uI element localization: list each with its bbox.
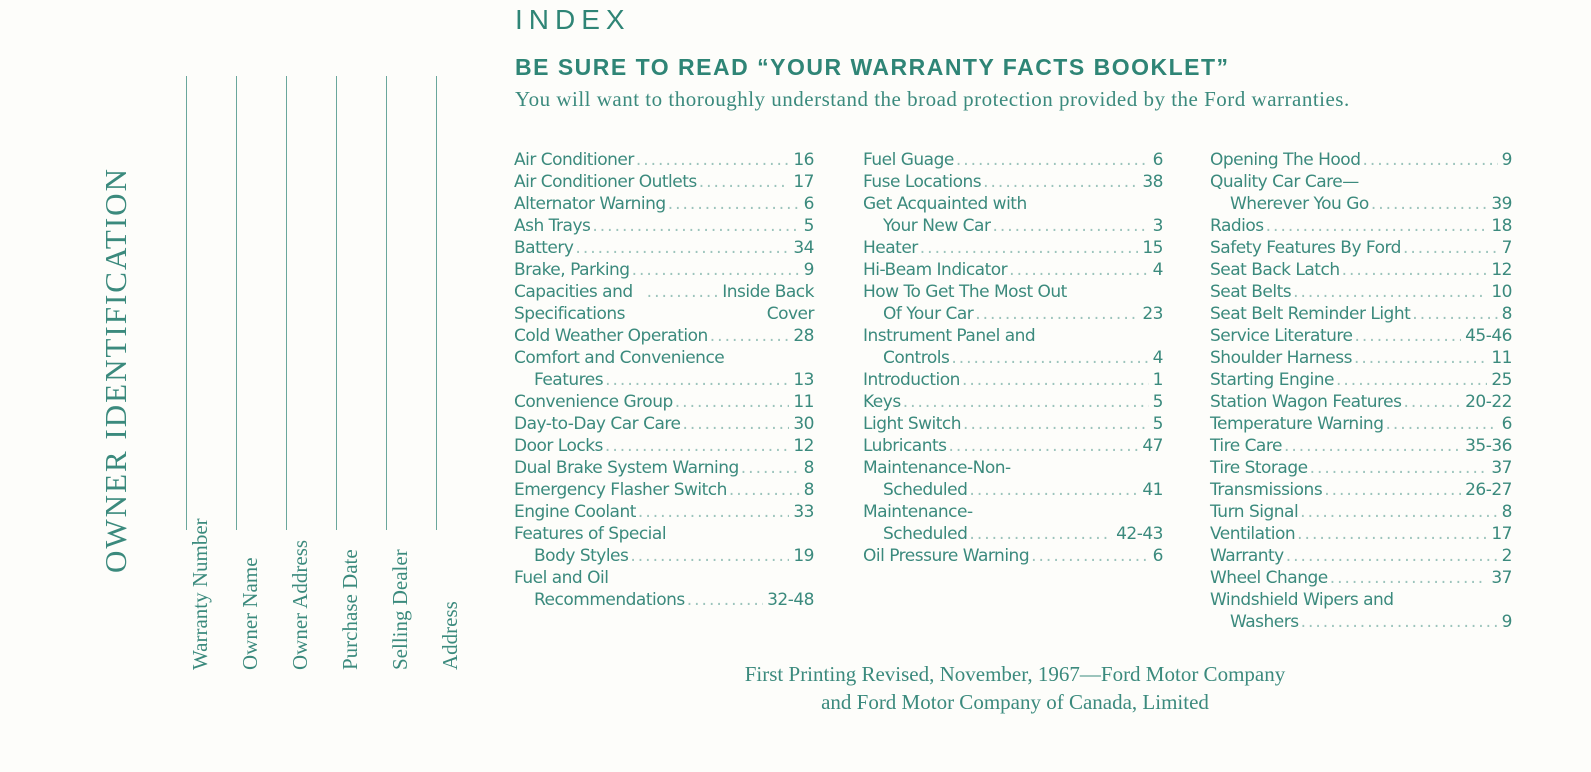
entry-heading: Windshield Wipers and bbox=[1210, 590, 1394, 610]
leader-dots bbox=[630, 545, 789, 567]
index-entry bbox=[863, 303, 1163, 325]
selling-dealer-label: Selling Dealer bbox=[388, 549, 412, 670]
leader-dots bbox=[951, 347, 1148, 369]
owner-address-field[interactable] bbox=[272, 70, 320, 670]
entry-name: Keys bbox=[863, 392, 901, 412]
leader-dots bbox=[1286, 545, 1498, 567]
index-entry bbox=[514, 215, 814, 237]
index-column-3 bbox=[1210, 149, 1512, 633]
entry-page: 28 bbox=[793, 326, 814, 346]
index-entry bbox=[1210, 369, 1512, 391]
leader-dots bbox=[668, 193, 800, 215]
index-entry bbox=[1210, 413, 1512, 435]
leader-dots bbox=[632, 259, 800, 281]
owner-name-field[interactable] bbox=[222, 70, 270, 670]
index-entry bbox=[514, 259, 814, 281]
index-entry bbox=[514, 413, 814, 435]
index-entry bbox=[1210, 501, 1512, 523]
owner-identification-title: OWNER IDENTIFICATION bbox=[98, 167, 133, 573]
owner-identification-panel bbox=[0, 0, 470, 772]
entry-heading: Maintenance-Non- bbox=[863, 458, 1011, 478]
entry-name: Fuse Locations bbox=[863, 172, 982, 192]
entry-heading: Features of Special bbox=[514, 524, 667, 544]
index-entry bbox=[1210, 303, 1512, 325]
leader-dots bbox=[992, 215, 1148, 237]
index-entry bbox=[514, 391, 814, 413]
purchase-date-label: Purchase Date bbox=[338, 549, 362, 670]
owner-name-label: Owner Name bbox=[238, 557, 262, 670]
leader-dots bbox=[1330, 567, 1488, 589]
entry-name: Body Styles bbox=[534, 546, 629, 566]
index-entry bbox=[863, 479, 1163, 501]
entry-page: Inside Back bbox=[722, 282, 814, 302]
entry-name: Safety Features By Ford bbox=[1210, 238, 1401, 258]
entry-name: Engine Coolant bbox=[514, 502, 636, 522]
index-entry bbox=[1210, 325, 1512, 347]
entry-page: 6 bbox=[1501, 414, 1512, 434]
entry-page: 17 bbox=[1491, 524, 1512, 544]
entry-page: 34 bbox=[793, 238, 814, 258]
writing-line bbox=[286, 76, 287, 530]
index-entry bbox=[1210, 457, 1512, 479]
warranty-number-field[interactable] bbox=[172, 70, 220, 670]
entry-page: 12 bbox=[793, 436, 814, 456]
entry-name: Lubricants bbox=[863, 436, 947, 456]
entry-name: Features bbox=[534, 370, 604, 390]
entry-page: 2 bbox=[1501, 546, 1512, 566]
leader-dots bbox=[1371, 193, 1488, 215]
leader-dots bbox=[636, 149, 790, 171]
index-entry bbox=[1210, 391, 1512, 413]
index-entry bbox=[514, 369, 814, 391]
leader-dots bbox=[962, 369, 1149, 391]
entry-page: 5 bbox=[803, 216, 814, 236]
entry-name: Light Switch bbox=[863, 414, 962, 434]
entry-page: 8 bbox=[803, 480, 814, 500]
index-entry bbox=[1210, 567, 1512, 589]
entry-name: Starting Engine bbox=[1210, 370, 1334, 390]
index-entry bbox=[1210, 347, 1512, 369]
entry-name: Scheduled bbox=[883, 480, 968, 500]
leader-dots bbox=[963, 413, 1149, 435]
entry-name: Your New Car bbox=[883, 216, 991, 236]
entry-name: Wherever You Go bbox=[1230, 194, 1369, 214]
entry-page: 7 bbox=[1501, 238, 1512, 258]
index-entry bbox=[514, 479, 814, 501]
entry-name: Day-to-Day Car Care bbox=[514, 414, 681, 434]
entry-heading: Maintenance- bbox=[863, 502, 973, 522]
entry-page: 11 bbox=[1491, 348, 1512, 368]
entry-page: 9 bbox=[803, 260, 814, 280]
leader-dots bbox=[592, 215, 799, 237]
entry-name: Cold Weather Operation bbox=[514, 326, 708, 346]
entry-page: 11 bbox=[793, 392, 814, 412]
leader-dots bbox=[682, 413, 789, 435]
leader-dots bbox=[575, 237, 789, 259]
entry-page: 30 bbox=[793, 414, 814, 434]
entry-page: 4 bbox=[1152, 348, 1163, 368]
index-entry bbox=[863, 149, 1163, 171]
entry-name: Temperature Warning bbox=[1210, 414, 1384, 434]
leader-dots bbox=[710, 325, 790, 347]
leader-dots bbox=[1385, 413, 1497, 435]
entry-page: Cover bbox=[766, 304, 814, 324]
leader-dots bbox=[1403, 237, 1498, 259]
writing-line bbox=[186, 76, 187, 530]
writing-line bbox=[236, 76, 237, 530]
entry-name: Capacities and bbox=[514, 282, 633, 302]
leader-dots bbox=[969, 523, 1112, 545]
index-entry bbox=[863, 347, 1163, 369]
entry-page: 8 bbox=[803, 458, 814, 478]
leader-dots bbox=[605, 435, 789, 457]
leader-dots bbox=[1324, 479, 1461, 501]
leader-dots bbox=[1266, 215, 1488, 237]
leader-dots bbox=[1354, 347, 1487, 369]
leader-dots bbox=[1031, 545, 1149, 567]
entry-page: 37 bbox=[1491, 568, 1512, 588]
leader-dots bbox=[956, 149, 1149, 171]
leader-dots bbox=[1412, 303, 1497, 325]
entry-name: Dual Brake System Warning bbox=[514, 458, 739, 478]
entry-name: Radios bbox=[1210, 216, 1264, 236]
index-entry bbox=[514, 171, 814, 193]
entry-name: Ventilation bbox=[1210, 524, 1296, 544]
entry-page: 18 bbox=[1491, 216, 1512, 236]
entry-name: Battery bbox=[514, 238, 574, 258]
leader-dots bbox=[1293, 281, 1487, 303]
leader-dots bbox=[729, 479, 800, 501]
entry-heading: Fuel and Oil bbox=[514, 568, 609, 588]
entry-name: Air Conditioner bbox=[514, 150, 634, 170]
index-entry bbox=[863, 523, 1163, 545]
leader-dots bbox=[903, 391, 1149, 413]
entry-name: Station Wagon Features bbox=[1210, 392, 1402, 412]
leader-dots bbox=[1009, 259, 1149, 281]
leader-dots bbox=[1336, 369, 1487, 391]
entry-name: Air Conditioner Outlets bbox=[514, 172, 697, 192]
index-entry bbox=[514, 545, 814, 567]
entry-page: 20-22 bbox=[1465, 392, 1512, 412]
index-entry bbox=[514, 149, 814, 171]
entry-page: 23 bbox=[1142, 304, 1163, 324]
entry-name: Door Locks bbox=[514, 436, 603, 456]
entry-name: Seat Back Latch bbox=[1210, 260, 1340, 280]
entry-name: Scheduled bbox=[883, 524, 968, 544]
index-entry bbox=[863, 171, 1163, 193]
index-entry bbox=[863, 237, 1163, 259]
entry-name: Shoulder Harness bbox=[1210, 348, 1352, 368]
entry-page: 19 bbox=[793, 546, 814, 566]
entry-name: Alternator Warning bbox=[514, 194, 666, 214]
index-entry bbox=[863, 259, 1163, 281]
entry-page: 5 bbox=[1152, 392, 1163, 412]
entry-heading: Instrument Panel and bbox=[863, 326, 1036, 346]
leader-dots bbox=[1301, 611, 1498, 633]
leader-dots bbox=[983, 171, 1138, 193]
index-entry bbox=[1210, 545, 1512, 567]
entry-page: 9 bbox=[1501, 150, 1512, 170]
entry-name: Heater bbox=[863, 238, 918, 258]
leader-dots bbox=[1300, 501, 1498, 523]
entry-page: 39 bbox=[1491, 194, 1512, 214]
entry-page: 6 bbox=[1152, 150, 1163, 170]
selling-dealer-field[interactable] bbox=[372, 70, 420, 670]
index-entry bbox=[514, 303, 814, 325]
entry-name: Tire Storage bbox=[1210, 458, 1308, 478]
entry-name: Convenience Group bbox=[514, 392, 673, 412]
dealer-address-field[interactable] bbox=[422, 70, 470, 670]
warranty-notice-text: You will want to thoroughly understand the broad protection provided by the Ford warranties. bbox=[515, 87, 1350, 111]
leader-dots bbox=[687, 589, 763, 611]
entry-name: Service Literature bbox=[1210, 326, 1353, 346]
entry-name: Of Your Car bbox=[883, 304, 974, 324]
index-entry bbox=[863, 413, 1163, 435]
writing-line bbox=[386, 76, 387, 530]
entry-page: 17 bbox=[793, 172, 814, 192]
index-entry bbox=[1210, 479, 1512, 501]
entry-page: 45-46 bbox=[1465, 326, 1512, 346]
index-column-2 bbox=[863, 149, 1163, 567]
entry-page: 6 bbox=[1152, 546, 1163, 566]
index-entry bbox=[1210, 259, 1512, 281]
index-entry bbox=[514, 457, 814, 479]
entry-page: 26-27 bbox=[1465, 480, 1512, 500]
leader-dots bbox=[920, 237, 1139, 259]
leader-dots bbox=[675, 391, 790, 413]
entry-heading: Comfort and Convenience bbox=[514, 348, 725, 368]
leader-dots bbox=[1363, 149, 1498, 171]
entry-page: 42-43 bbox=[1116, 524, 1163, 544]
entry-page: 5 bbox=[1152, 414, 1163, 434]
index-entry bbox=[1210, 523, 1512, 545]
index-entry bbox=[1210, 611, 1512, 633]
index-entry bbox=[863, 369, 1163, 391]
index-entry bbox=[863, 435, 1163, 457]
entry-heading: Quality Car Care— bbox=[1210, 172, 1359, 192]
entry-name: Warranty bbox=[1210, 546, 1284, 566]
entry-name: Introduction bbox=[863, 370, 960, 390]
index-entry bbox=[514, 193, 814, 215]
leader-dots bbox=[605, 369, 789, 391]
index-entry bbox=[1210, 149, 1512, 171]
leader-dots bbox=[638, 501, 789, 523]
entry-page: 41 bbox=[1142, 480, 1163, 500]
leader-dots bbox=[699, 171, 790, 193]
entry-name: Tire Care bbox=[1210, 436, 1282, 456]
entry-name: Oil Pressure Warning bbox=[863, 546, 1030, 566]
entry-name: Controls bbox=[883, 348, 950, 368]
entry-page: 38 bbox=[1142, 172, 1163, 192]
entry-page: 12 bbox=[1491, 260, 1512, 280]
index-entry bbox=[1210, 281, 1512, 303]
leader-dots bbox=[741, 457, 800, 479]
warranty-notice-title: BE SURE TO READ “YOUR WARRANTY FACTS BOOKLET” bbox=[515, 54, 1230, 80]
index-entry bbox=[1210, 193, 1512, 215]
entry-name: Ash Trays bbox=[514, 216, 591, 236]
leader-dots bbox=[949, 435, 1139, 457]
footer-line-1: First Printing Revised, November, 1967—Ford Motor Company bbox=[744, 662, 1286, 686]
entry-name: Washers bbox=[1230, 612, 1299, 632]
entry-page: 13 bbox=[793, 370, 814, 390]
entry-page: 4 bbox=[1152, 260, 1163, 280]
entry-page: 6 bbox=[803, 194, 814, 214]
leader-dots bbox=[975, 303, 1138, 325]
leader-dots bbox=[969, 479, 1138, 501]
footer-line-2: and Ford Motor Company of Canada, Limited bbox=[821, 690, 1209, 714]
entry-name: Transmissions bbox=[1210, 480, 1323, 500]
entry-page: 1 bbox=[1152, 370, 1163, 390]
entry-page: 37 bbox=[1491, 458, 1512, 478]
writing-line bbox=[336, 76, 337, 530]
index-entry bbox=[514, 589, 814, 611]
leader-dots bbox=[1284, 435, 1461, 457]
entry-heading: Get Acquainted with bbox=[863, 194, 1027, 214]
index-entry bbox=[514, 237, 814, 259]
printing-footer bbox=[620, 660, 1410, 716]
writing-line bbox=[436, 76, 437, 530]
entry-page: 9 bbox=[1501, 612, 1512, 632]
entry-name: Emergency Flasher Switch bbox=[514, 480, 727, 500]
index-entry bbox=[863, 391, 1163, 413]
entry-name: Wheel Change bbox=[1210, 568, 1328, 588]
leader-dots bbox=[1297, 523, 1487, 545]
entry-name: Specifications bbox=[514, 304, 626, 324]
index-entry bbox=[514, 281, 814, 303]
entry-page: 8 bbox=[1501, 304, 1512, 324]
owner-address-label: Owner Address bbox=[288, 539, 312, 670]
entry-name: Brake, Parking bbox=[514, 260, 630, 280]
entry-page: 16 bbox=[793, 150, 814, 170]
index-column-1 bbox=[514, 149, 814, 611]
index-heading: INDEX bbox=[515, 4, 631, 35]
entry-name: Turn Signal bbox=[1210, 502, 1299, 522]
index-entry bbox=[1210, 237, 1512, 259]
leader-dots bbox=[1310, 457, 1488, 479]
entry-page: 25 bbox=[1491, 370, 1512, 390]
index-entry bbox=[514, 435, 814, 457]
index-entry bbox=[1210, 215, 1512, 237]
entry-page: 35-36 bbox=[1465, 436, 1512, 456]
entry-name: Recommendations bbox=[534, 590, 685, 610]
leader-dots bbox=[1354, 325, 1461, 347]
leader-dots bbox=[1342, 259, 1488, 281]
index-entry bbox=[1210, 435, 1512, 457]
entry-page: 32-48 bbox=[767, 590, 814, 610]
warranty-number-label: Warranty Number bbox=[188, 518, 212, 670]
index-entry bbox=[514, 501, 814, 523]
entry-name: Seat Belt Reminder Light bbox=[1210, 304, 1411, 324]
entry-name: Opening The Hood bbox=[1210, 150, 1361, 170]
entry-name: Seat Belts bbox=[1210, 282, 1292, 302]
entry-page: 10 bbox=[1491, 282, 1512, 302]
entry-name: Fuel Guage bbox=[863, 150, 954, 170]
leader-dots bbox=[647, 281, 719, 303]
entry-page: 15 bbox=[1142, 238, 1163, 258]
entry-page: 47 bbox=[1142, 436, 1163, 456]
index-entry bbox=[514, 325, 814, 347]
index-entry bbox=[863, 215, 1163, 237]
entry-name: Hi-Beam Indicator bbox=[863, 260, 1008, 280]
purchase-date-field[interactable] bbox=[322, 70, 370, 670]
entry-page: 3 bbox=[1152, 216, 1163, 236]
leader-dots bbox=[1403, 391, 1461, 413]
entry-page: 33 bbox=[793, 502, 814, 522]
index-entry bbox=[863, 545, 1163, 567]
dealer-address-label: Address bbox=[438, 601, 462, 670]
entry-page: 8 bbox=[1501, 502, 1512, 522]
entry-heading: How To Get The Most Out bbox=[863, 282, 1067, 302]
